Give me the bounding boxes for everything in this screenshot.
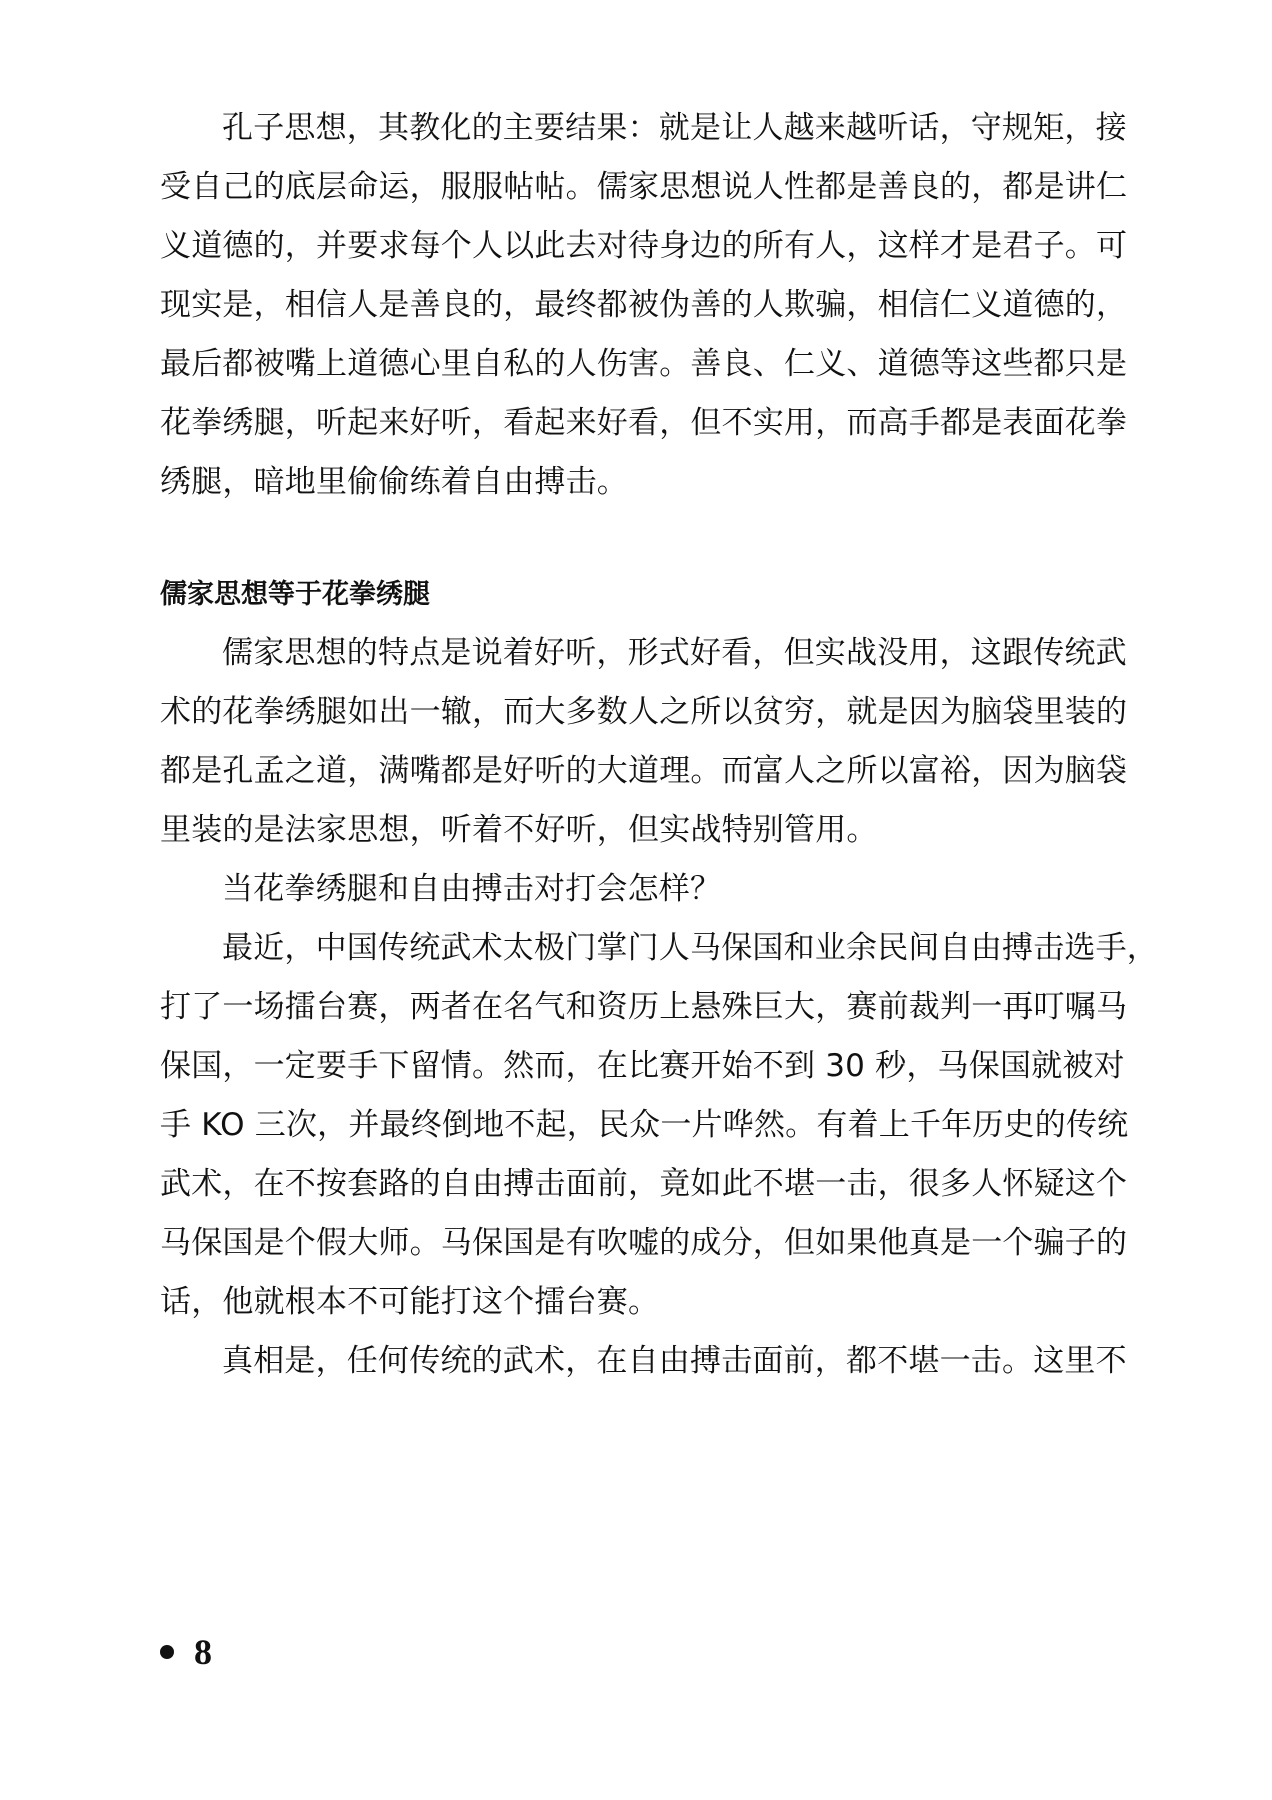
paragraph-4-line-2: 打了一场擂台赛，两者在名气和资历上悬殊巨大，赛前裁判一再叮嘱马 [160, 989, 1128, 1025]
paragraph-2-line-2: 术的花拳绣腿如出一辙，而大多数人之所以贫穷，就是因为脑袋里装的 [160, 694, 1128, 730]
paragraph-4-line-3: 保国，一定要手下留情。然而，在比赛开始不到 30 秒，马保国就被对 [160, 1048, 1125, 1084]
paragraph-1-line-5: 最后都被嘴上道德心里自私的人伤害。善良、仁义、道德等这些都只是 [160, 346, 1128, 382]
section-heading: 儒家思想等于花拳绣腿 [160, 579, 430, 610]
paragraph-1-line-7: 绣腿，暗地里偷偷练着自由搏击。 [160, 464, 628, 500]
paragraph-3-line-1: 当花拳绣腿和自由搏击对打会怎样？ [222, 871, 722, 907]
bullet-dot-icon [160, 1645, 174, 1659]
paragraph-4-line-6: 马保国是个假大师。马保国是有吹嘘的成分，但如果他真是一个骗子的 [160, 1225, 1128, 1261]
paragraph-1-line-1: 孔子思想，其教化的主要结果：就是让人越来越听话，守规矩，接 [222, 110, 1127, 146]
page-number [160, 1632, 212, 1672]
paragraph-1-line-4: 现实是，相信人是善良的，最终都被伪善的人欺骗，相信仁义道德的， [160, 287, 1128, 323]
paragraph-4-line-4: 手 KO 三次，并最终倒地不起，民众一片哗然。有着上千年历史的传统 [160, 1107, 1129, 1143]
paragraph-4-line-1: 最近，中国传统武术太极门掌门人马保国和业余民间自由搏击选手， [222, 930, 1158, 966]
paragraph-4-line-5: 武术，在不按套路的自由搏击面前，竟如此不堪一击，很多人怀疑这个 [160, 1166, 1128, 1202]
paragraph-4-line-7: 话，他就根本不可能打这个擂台赛。 [160, 1284, 660, 1320]
paragraph-1-line-3: 义道德的，并要求每个人以此去对待身边的所有人，这样才是君子。可 [160, 228, 1128, 264]
paragraph-5-line-1: 真相是，任何传统的武术，在自由搏击面前，都不堪一击。这里不 [222, 1343, 1127, 1379]
page-number-text: 8 [194, 1632, 212, 1672]
paragraph-2-line-1: 儒家思想的特点是说着好听，形式好看，但实战没用，这跟传统武 [222, 635, 1127, 671]
paragraph-2-line-3: 都是孔孟之道，满嘴都是好听的大道理。而富人之所以富裕，因为脑袋 [160, 753, 1128, 789]
paragraph-2-line-4: 里装的是法家思想，听着不好听，但实战特别管用。 [160, 812, 878, 848]
paragraph-1-line-2: 受自己的底层命运，服服帖帖。儒家思想说人性都是善良的，都是讲仁 [160, 169, 1128, 205]
paragraph-1-line-6: 花拳绣腿，听起来好听，看起来好看，但不实用，而高手都是表面花拳 [160, 405, 1128, 441]
